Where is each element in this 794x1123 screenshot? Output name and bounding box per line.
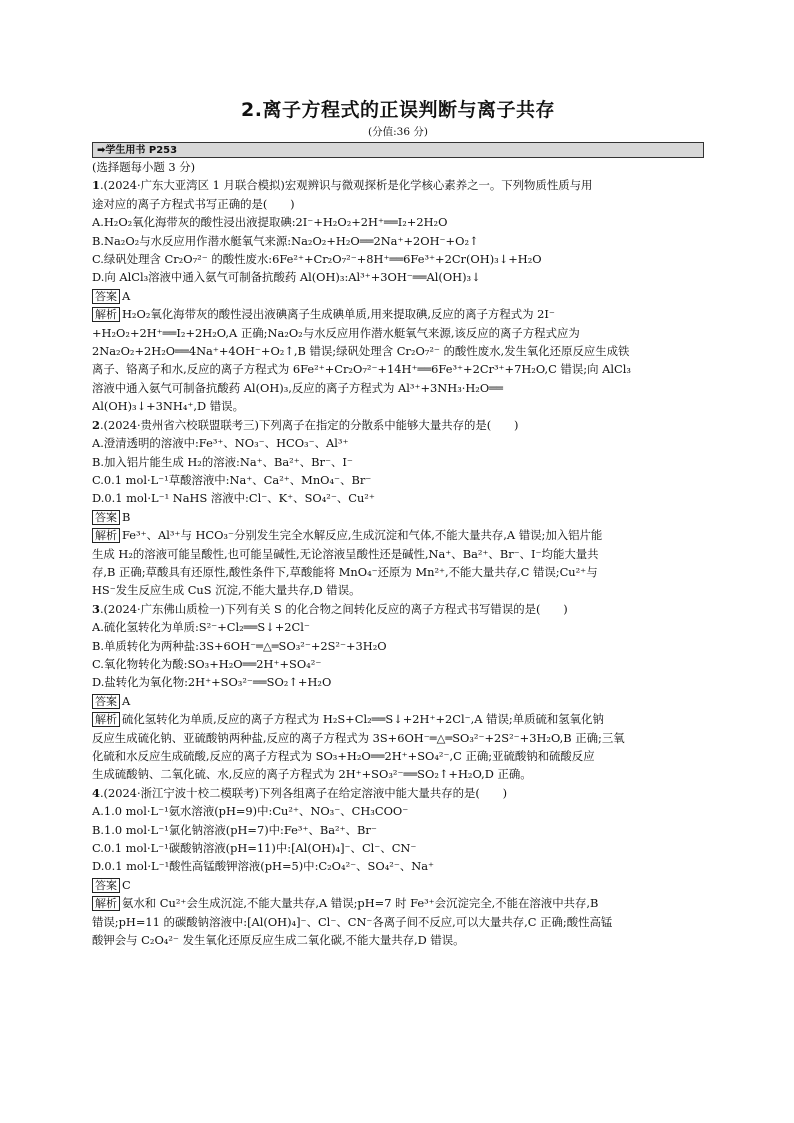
question-line: 途对应的离子方程式书写正确的是( ) xyxy=(92,196,295,211)
question-line: B.Na₂O₂与水反应用作潜水艇氧气来源:Na₂O₂+H₂O══2Na⁺+2OH⁻+O₂↑ xyxy=(92,233,479,248)
analysis-text: 离子、铬离子和水,反应的离子方程式为 6Fe²⁺+Cr₂O₇²⁻+14H⁺══6Fe³⁺+2Cr³⁺+7H₂O,C 错误;向 AlCl₃ xyxy=(92,362,631,377)
question-text: .(2024·广东大亚湾区 1 月联合模拟)宏观辨识与微观探析是化学核心素养之一。下列物质性质与用 xyxy=(99,178,593,193)
analysis-text: 酸钾会与 C₂O₄²⁻ 发生氧化还原反应生成二氧化碳,不能大量共存,D 错误。 xyxy=(92,933,465,948)
analysis-tag: 解析 xyxy=(92,896,120,911)
analysis-line xyxy=(92,526,704,544)
intro-text: (选择题每小题 3 分) xyxy=(92,160,196,174)
analysis-line xyxy=(92,379,704,397)
question-line: A.澄清透明的溶液中:Fe³⁺、NO₃⁻、HCO₃⁻、Al³⁺ xyxy=(92,436,349,451)
question-number: 2 xyxy=(92,417,100,432)
analysis-text: H₂O₂氧化海带灰的酸性浸出液碘离子生成碘单质,用来提取碘,反应的离子方程式为 2I⁻ xyxy=(122,307,555,322)
analysis-tag: 解析 xyxy=(92,712,120,727)
question-stem xyxy=(92,416,704,434)
question-line: A.硫化氢转化为单质:S²⁻+Cl₂══S↓+2Cl⁻ xyxy=(92,620,310,635)
analysis-text: 2Na₂O₂+2H₂O══4Na⁺+4OH⁻+O₂↑,B 错误;绿矾处理含 Cr₂O₇²⁻ 的酸性废水,发生氧化还原反应生成铁 xyxy=(92,344,630,359)
analysis-line xyxy=(92,324,704,342)
analysis-text: 化硫和水反应生成硫酸,反应的离子方程式为 SO₃+H₂O══2H⁺+SO₄²⁻,C 正确;亚硫酸钠和硫酸反应 xyxy=(92,749,595,763)
analysis-text: 生成 H₂的溶液可能呈酸性,也可能呈碱性,无论溶液呈酸性还是碱性,Na⁺、Ba²⁺、Br⁻、I⁻均能大量共 xyxy=(92,546,599,561)
analysis-line xyxy=(92,342,704,360)
answer-row xyxy=(92,876,704,894)
analysis-text: 生成硫酸钠、二氧化硫、水,反应的离子方程式为 2H⁺+SO₃²⁻══SO₂↑+H₂O,D 正确。 xyxy=(92,767,532,782)
question-text: .(2024·广东佛山质检一)下列有关 S 的化合物之间转化反应的离子方程式书写错误的是( ) xyxy=(99,601,568,616)
question-block xyxy=(92,600,704,784)
analysis-tag: 解析 xyxy=(92,307,120,322)
question-line: D.0.1 mol·L⁻¹酸性高锰酸钾溶液(pH=5)中:C₂O₄²⁻、SO₄²⁻、Na⁺ xyxy=(92,859,435,874)
question-line: C.绿矾处理含 Cr₂O₇²⁻ 的酸性废水:6Fe²⁺+Cr₂O₇²⁻+8H⁺══6Fe³⁺+2Cr(OH)₃↓+H₂O xyxy=(92,252,542,267)
question-stem xyxy=(92,176,704,194)
answer-tag: 答案 xyxy=(92,878,120,893)
analysis-line xyxy=(92,894,704,912)
answer-tag: 答案 xyxy=(92,694,120,709)
question-line: B.1.0 mol·L⁻¹氯化钠溶液(pH=7)中:Fe³⁺、Ba²⁺、Br⁻ xyxy=(92,822,377,837)
analysis-text: Al(OH)₃↓+3NH₄⁺,D 错误。 xyxy=(92,399,244,414)
question-line: D.0.1 mol·L⁻¹ NaHS 溶液中:Cl⁻、K⁺、SO₄²⁻、Cu²⁺ xyxy=(92,491,375,506)
answer-row xyxy=(92,692,704,710)
question-line: C.氧化物转化为酸:SO₃+H₂O══2H⁺+SO₄²⁻ xyxy=(92,656,322,671)
answer-value: B xyxy=(122,509,131,524)
analysis-line xyxy=(92,545,704,563)
analysis-text: 反应生成硫化钠、亚硫酸钠两种盐,反应的离子方程式为 3S+6OH⁻═△═SO₃²⁻+2S²⁻+3H₂O,B 正确;三氧 xyxy=(92,730,625,745)
analysis-line xyxy=(92,581,704,599)
answer-row xyxy=(92,287,704,305)
question-list xyxy=(92,176,704,949)
analysis-text: 硫化氢转化为单质,反应的离子方程式为 H₂S+Cl₂══S↓+2H⁺+2Cl⁻,A 错误;单质硫和氢氧化钠 xyxy=(122,712,604,727)
analysis-line xyxy=(92,360,704,378)
page-title: 2.离子方程式的正误判断与离子共存 xyxy=(241,99,555,121)
question-line: D.盐转化为氧化物:2H⁺+SO₃²⁻══SO₂↑+H₂O xyxy=(92,675,332,690)
document-page xyxy=(92,96,704,949)
question-line: A.H₂O₂氧化海带灰的酸性浸出液提取碘:2I⁻+H₂O₂+2H⁺══I₂+2H₂O xyxy=(92,215,448,230)
analysis-line xyxy=(92,563,704,581)
answer-row xyxy=(92,508,704,526)
question-line: C.0.1 mol·L⁻¹碳酸钠溶液(pH=11)中:[Al(OH)₄]⁻、Cl⁻、CN⁻ xyxy=(92,841,417,856)
question-line: A.1.0 mol·L⁻¹氨水溶液(pH=9)中:Cu²⁺、NO₃⁻、CH₃COO⁻ xyxy=(92,804,409,819)
student-book-bar: ➡学生用书 P253 xyxy=(92,142,704,158)
analysis-line xyxy=(92,305,704,323)
analysis-line xyxy=(92,747,704,765)
analysis-text: Fe³⁺、Al³⁺与 HCO₃⁻分别发生完全水解反应,生成沉淀和气体,不能大量共存,A 错误;加入铝片能 xyxy=(122,528,603,543)
answer-value: C xyxy=(122,877,131,892)
question-line: B.加入铝片能生成 H₂的溶液:Na⁺、Ba²⁺、Br⁻、I⁻ xyxy=(92,454,353,469)
question-line: D.向 AlCl₃溶液中通入氨气可制备抗酸药 Al(OH)₃:Al³⁺+3OH⁻══Al(OH)₃↓ xyxy=(92,270,481,285)
answer-tag: 答案 xyxy=(92,510,120,525)
answer-value: A xyxy=(122,693,131,708)
analysis-text: 存,B 正确;草酸具有还原性,酸性条件下,草酸能将 MnO₄⁻还原为 Mn²⁺,不能大量共存,C 错误;Cu²⁺与 xyxy=(92,564,598,579)
question-text: .(2024·贵州省六校联盟联考三)下列离子在指定的分散系中能够大量共存的是( ) xyxy=(99,417,519,432)
analysis-line xyxy=(92,729,704,747)
answer-tag: 答案 xyxy=(92,289,120,304)
analysis-text: 溶液中通入氨气可制备抗酸药 Al(OH)₃,反应的离子方程式为 Al³⁺+3NH₃·H₂O══ xyxy=(92,380,503,395)
question-block xyxy=(92,176,704,415)
analysis-line xyxy=(92,710,704,728)
question-text: .(2024·浙江宁波十校二模联考)下列各组离子在给定溶液中能大量共存的是( ) xyxy=(99,785,508,800)
question-number: 3 xyxy=(92,601,100,616)
question-block xyxy=(92,416,704,600)
question-number: 4 xyxy=(92,785,100,800)
analysis-text: 氨水和 Cu²⁺会生成沉淀,不能大量共存,A 错误;pH=7 时 Fe³⁺会沉淀完全,不能在溶液中共存,B xyxy=(122,896,599,911)
analysis-tag: 解析 xyxy=(92,528,120,543)
answer-value: A xyxy=(122,288,131,303)
score-note: (分值:36 分) xyxy=(368,126,428,138)
question-number: 1 xyxy=(92,178,100,193)
analysis-line xyxy=(92,397,704,415)
analysis-text: HS⁻发生反应生成 CuS 沉淀,不能大量共存,D 错误。 xyxy=(92,583,361,598)
question-line: B.单质转化为两种盐:3S+6OH⁻═△═SO₃²⁻+2S²⁻+3H₂O xyxy=(92,638,387,653)
question-stem xyxy=(92,784,704,802)
question-stem xyxy=(92,600,704,618)
question-block xyxy=(92,784,704,950)
analysis-line xyxy=(92,931,704,949)
analysis-line xyxy=(92,913,704,931)
question-line: C.0.1 mol·L⁻¹草酸溶液中:Na⁺、Ca²⁺、MnO₄⁻、Br⁻ xyxy=(92,472,372,487)
analysis-text: +H₂O₂+2H⁺══I₂+2H₂O,A 正确;Na₂O₂与水反应用作潜水艇氧气来源,该反应的离子方程式应为 xyxy=(92,325,580,340)
analysis-text: 错误;pH=11 的碳酸钠溶液中:[Al(OH)₄]⁻、Cl⁻、CN⁻各离子间不反应,可以大量共存,C 正确;酸性高锰 xyxy=(92,914,613,929)
analysis-line xyxy=(92,765,704,783)
